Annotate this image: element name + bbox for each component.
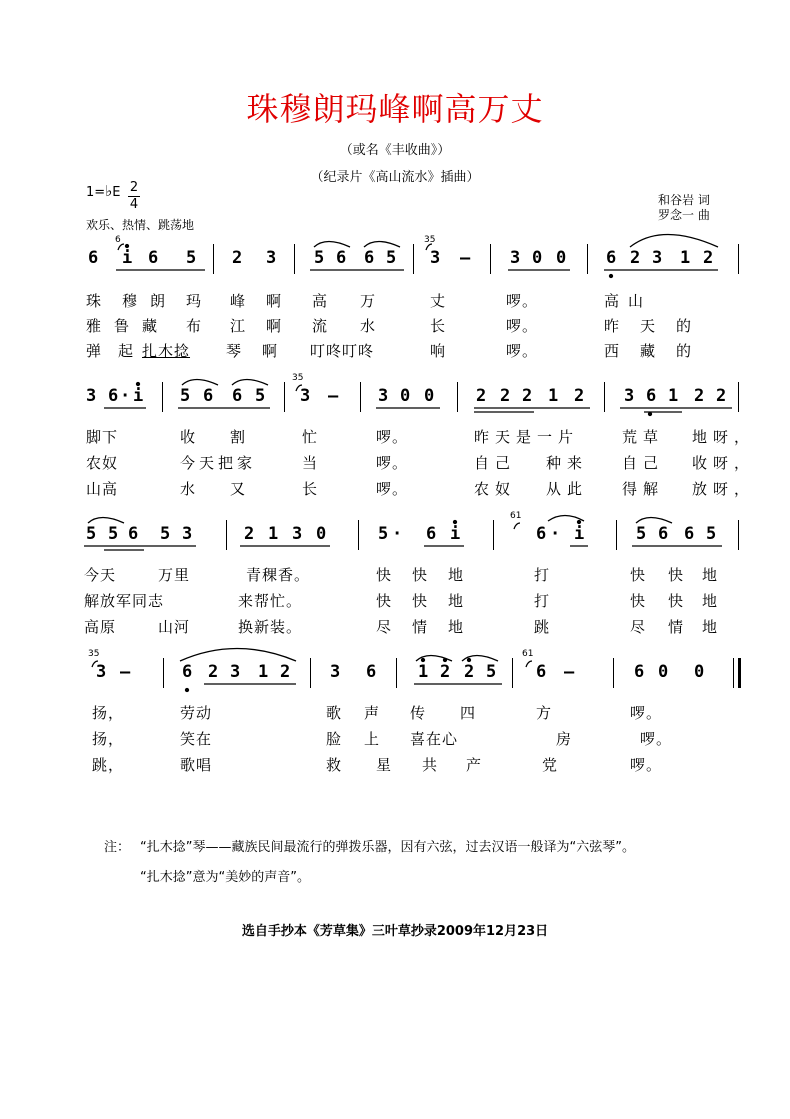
- lyric-syllable: 割: [230, 428, 247, 446]
- lyric-syllable: 上: [364, 730, 381, 748]
- note: 1: [418, 662, 429, 682]
- lyric-syllable: 万里: [158, 566, 191, 584]
- lyric-syllable: 解放军同志: [84, 592, 165, 610]
- note: 5: [706, 524, 717, 544]
- lyric-syllable: 高: [312, 292, 329, 310]
- lyric-syllable: 方: [536, 704, 553, 722]
- lyric-syllable: 传: [410, 704, 427, 722]
- grace-note: 61: [522, 649, 534, 659]
- note: 0: [658, 662, 669, 682]
- note: 3: [652, 248, 663, 268]
- lyric-syllable: 脚下: [86, 428, 119, 446]
- note: 3: [96, 662, 107, 682]
- note: 6: [364, 248, 375, 268]
- lyric-syllable: 喜在心: [410, 730, 459, 748]
- note: 1: [258, 662, 269, 682]
- lyric-syllable: 打: [534, 592, 551, 610]
- note: 6: [426, 524, 437, 544]
- lyric-syllable: 藏: [640, 342, 657, 360]
- lyric-syllable: 今天把家: [180, 454, 257, 472]
- lyric-syllable: 啰。: [630, 756, 663, 774]
- lyric-syllable: 玛: [186, 292, 203, 310]
- note: 6: [148, 248, 159, 268]
- lyric-syllable: 的: [676, 342, 693, 360]
- lyric-syllable: 山河: [158, 618, 191, 636]
- lyric-syllable: 放呀，: [692, 480, 756, 498]
- lyric-syllable: 啊: [266, 292, 283, 310]
- lyric-syllable: 啰。: [376, 428, 409, 446]
- note: 0: [424, 386, 435, 406]
- lyric-syllable: 的: [676, 317, 693, 335]
- lyric-syllable: 地: [448, 592, 465, 610]
- lyric-syllable: 穆: [122, 292, 139, 310]
- note: 3: [430, 248, 441, 268]
- note: 6: [128, 524, 139, 544]
- key-note: E: [112, 185, 121, 200]
- lyric-syllable: 农奴: [474, 480, 517, 498]
- note: 0: [556, 248, 567, 268]
- lyric-syllable: 山: [628, 292, 645, 310]
- composer-credit: 罗念一 曲: [658, 208, 710, 222]
- note: 5: [314, 248, 325, 268]
- note: 6: [108, 386, 119, 406]
- grace-note: 35: [424, 235, 436, 245]
- lyric-syllable: 峰: [230, 292, 247, 310]
- note: 6: [88, 248, 99, 268]
- note: i: [450, 524, 461, 544]
- note: 6: [182, 662, 193, 682]
- lyric-syllable: 劳动: [180, 704, 213, 722]
- note: 5: [386, 248, 397, 268]
- lyric-syllable: 从此: [546, 480, 589, 498]
- lyric-syllable: 扬，: [92, 704, 125, 722]
- note: 3: [266, 248, 277, 268]
- note: 5: [255, 386, 266, 406]
- time-top: 2: [129, 180, 139, 195]
- note: –: [460, 248, 471, 268]
- note: 1: [668, 386, 679, 406]
- note: i: [122, 248, 133, 268]
- note: 1: [268, 524, 279, 544]
- lyric-syllable: 党: [542, 756, 559, 774]
- note: 2: [208, 662, 219, 682]
- note: –: [564, 662, 575, 682]
- note: 2: [522, 386, 533, 406]
- lyric-syllable: 尽: [630, 618, 647, 636]
- lyric-syllable: 今天: [84, 566, 117, 584]
- note: 5: [486, 662, 497, 682]
- lyric-syllable: 星: [376, 756, 393, 774]
- lyric-syllable: 快: [412, 592, 429, 610]
- note: 3: [86, 386, 97, 406]
- lyric-syllable: 收: [180, 428, 197, 446]
- time-bottom: 4: [129, 197, 139, 212]
- lyric-syllable: 产: [466, 756, 483, 774]
- note: 6: [684, 524, 695, 544]
- note: 6: [336, 248, 347, 268]
- lyric-syllable: 啰。: [630, 704, 663, 722]
- note: 5: [108, 524, 119, 544]
- flat-sign: ♭: [105, 182, 113, 200]
- lyric-syllable: 尽: [376, 618, 393, 636]
- note: 0: [400, 386, 411, 406]
- lyric-syllable: 自己: [622, 454, 665, 472]
- lyric-syllable: 长: [430, 317, 447, 335]
- note: 6: [646, 386, 657, 406]
- lyric-syllable: 快: [376, 566, 393, 584]
- lyric-syllable: 啰。: [506, 317, 539, 335]
- lyric-syllable: 流: [312, 317, 329, 335]
- lyric-syllable: 快: [668, 566, 685, 584]
- lyric-syllable: 扎木捻: [142, 342, 191, 360]
- lyric-syllable: 啰。: [506, 292, 539, 310]
- lyric-syllable: 布: [186, 317, 203, 335]
- lyric-syllable: 快: [630, 566, 647, 584]
- lyric-syllable: 快: [668, 592, 685, 610]
- note: 3: [378, 386, 389, 406]
- note: 6: [606, 248, 617, 268]
- footnote-label: 注：: [104, 840, 131, 855]
- note: 0: [694, 662, 705, 682]
- lyric-syllable: 换新装。: [238, 618, 303, 636]
- lyric-syllable: 地: [702, 592, 719, 610]
- note: 1: [680, 248, 691, 268]
- lyric-syllable: 情: [412, 618, 429, 636]
- lyric-syllable: 笑在: [180, 730, 213, 748]
- lyric-syllable: 房: [556, 730, 573, 748]
- lyric-syllable: 快: [412, 566, 429, 584]
- note: 2: [464, 662, 475, 682]
- note: 0: [532, 248, 543, 268]
- lyric-syllable: 山高: [86, 480, 119, 498]
- note: 2: [694, 386, 705, 406]
- note: –: [328, 386, 339, 406]
- note: 3: [182, 524, 193, 544]
- grace-note: 6: [115, 235, 121, 245]
- lyric-syllable: 扬，: [92, 730, 125, 748]
- key-label: 1=: [86, 185, 106, 200]
- lyric-syllable: 自己: [474, 454, 517, 472]
- lyric-syllable: 共: [422, 756, 439, 774]
- grace-note: 35: [292, 373, 304, 383]
- lyric-syllable: 四: [460, 704, 477, 722]
- note: 2: [476, 386, 487, 406]
- note: 5: [186, 248, 197, 268]
- lyric-syllable: 啰。: [506, 342, 539, 360]
- note: 2: [703, 248, 714, 268]
- lyric-syllable: 快: [630, 592, 647, 610]
- lyric-syllable: 地: [702, 566, 719, 584]
- lyric-syllable: 收呀，: [692, 454, 756, 472]
- lyric-syllable: 脸: [326, 730, 343, 748]
- footnote-line-2: “扎木捻”意为“美妙的声音”。: [140, 870, 310, 885]
- lyric-syllable: 啰。: [376, 454, 409, 472]
- lyric-syllable: 叮咚叮咚: [310, 342, 375, 360]
- lyric-syllable: 青稞香。: [246, 566, 311, 584]
- lyric-syllable: 高: [604, 292, 621, 310]
- grace-note: 61: [510, 511, 522, 521]
- lyric-syllable: 来帮忙。: [238, 592, 303, 610]
- note: –: [120, 662, 131, 682]
- source-note: 选自手抄本《芳草集》三叶草抄录2009年12月23日: [241, 924, 549, 939]
- lyric-syllable: 又: [230, 480, 247, 498]
- tempo-marking: 欢乐、热情、跳荡地: [86, 218, 195, 232]
- note: 3: [624, 386, 635, 406]
- note: 2: [574, 386, 585, 406]
- note: ·: [392, 524, 403, 544]
- lyric-syllable: 啰。: [640, 730, 673, 748]
- lyric-syllable: 雅: [86, 317, 103, 335]
- lyric-syllable: 啊: [262, 342, 279, 360]
- lyric-syllable: 弹: [86, 342, 103, 360]
- lyric-syllable: 万: [360, 292, 377, 310]
- lyric-syllable: 天: [640, 317, 657, 335]
- note: 2: [630, 248, 641, 268]
- lyric-syllable: 歌唱: [180, 756, 213, 774]
- lyric-syllable: 救: [326, 756, 343, 774]
- lyric-syllable: 水: [360, 317, 377, 335]
- lyric-syllable: 地呀，: [692, 428, 756, 446]
- note: 6: [366, 662, 377, 682]
- note: 2: [440, 662, 451, 682]
- lyric-syllable: 江: [230, 317, 247, 335]
- note: 5: [180, 386, 191, 406]
- note: 6: [536, 524, 547, 544]
- lyricist-credit: 和谷岩 词: [658, 193, 710, 207]
- lyric-syllable: 昨: [604, 317, 621, 335]
- note: 2: [716, 386, 727, 406]
- lyric-syllable: 昨天是一片: [474, 428, 580, 446]
- lyric-syllable: 珠: [86, 292, 103, 310]
- note: 2: [280, 662, 291, 682]
- film-note: （纪录片《高山流水》插曲）: [310, 170, 480, 185]
- lyric-syllable: 朗: [150, 292, 167, 310]
- alt-name: （或名《丰收曲》）: [339, 143, 451, 158]
- note: 6: [658, 524, 669, 544]
- note: 2: [232, 248, 243, 268]
- note: i: [574, 524, 585, 544]
- lyric-syllable: 响: [430, 342, 447, 360]
- note: ·: [550, 524, 561, 544]
- lyric-syllable: 打: [534, 566, 551, 584]
- lyric-syllable: 琴: [226, 342, 243, 360]
- note: 6: [634, 662, 645, 682]
- note: 3: [300, 386, 311, 406]
- lyric-syllable: 丈: [430, 292, 447, 310]
- note: 5: [636, 524, 647, 544]
- note: 3: [510, 248, 521, 268]
- lyric-syllable: 情: [668, 618, 685, 636]
- note: 6: [203, 386, 214, 406]
- lyric-syllable: 啊: [266, 317, 283, 335]
- lyric-syllable: 跳，: [92, 756, 125, 774]
- lyric-syllable: 歌: [326, 704, 343, 722]
- lyric-syllable: 得解: [622, 480, 665, 498]
- lyric-syllable: 啰。: [376, 480, 409, 498]
- lyric-syllable: 地: [448, 618, 465, 636]
- note: ·: [120, 386, 131, 406]
- lyric-syllable: 鲁: [114, 317, 131, 335]
- lyric-syllable: 当: [302, 454, 319, 472]
- lyric-syllable: 高原: [84, 618, 117, 636]
- lyric-syllable: 跳: [534, 618, 551, 636]
- lyric-syllable: 荒草: [622, 428, 665, 446]
- lyric-syllable: 长: [302, 480, 319, 498]
- lyric-syllable: 起: [118, 342, 135, 360]
- note: 6: [232, 386, 243, 406]
- note: 5: [160, 524, 171, 544]
- note: 3: [292, 524, 303, 544]
- footnote-line-1: “扎木捻”琴——藏族民间最流行的弹拨乐器，因有六弦，过去汉语一般译为“六弦琴”。: [140, 840, 635, 855]
- note: 3: [230, 662, 241, 682]
- note: 5: [86, 524, 97, 544]
- note: 3: [330, 662, 341, 682]
- lyric-syllable: 藏: [142, 317, 159, 335]
- lyric-syllable: 种来: [546, 454, 589, 472]
- note: 2: [244, 524, 255, 544]
- lyric-syllable: 西: [604, 342, 621, 360]
- note: 5: [378, 524, 389, 544]
- lyric-syllable: 地: [448, 566, 465, 584]
- lyric-syllable: 快: [376, 592, 393, 610]
- song-title: 珠穆朗玛峰啊高万丈: [246, 90, 544, 128]
- note: i: [133, 386, 144, 406]
- note: 2: [500, 386, 511, 406]
- lyric-syllable: 忙: [302, 428, 319, 446]
- lyric-syllable: 农奴: [86, 454, 119, 472]
- lyric-syllable: 地: [702, 618, 719, 636]
- note: 1: [548, 386, 559, 406]
- grace-note: 35: [88, 649, 100, 659]
- note: 0: [316, 524, 327, 544]
- lyric-syllable: 声: [364, 704, 381, 722]
- note: 6: [536, 662, 547, 682]
- lyric-syllable: 水: [180, 480, 197, 498]
